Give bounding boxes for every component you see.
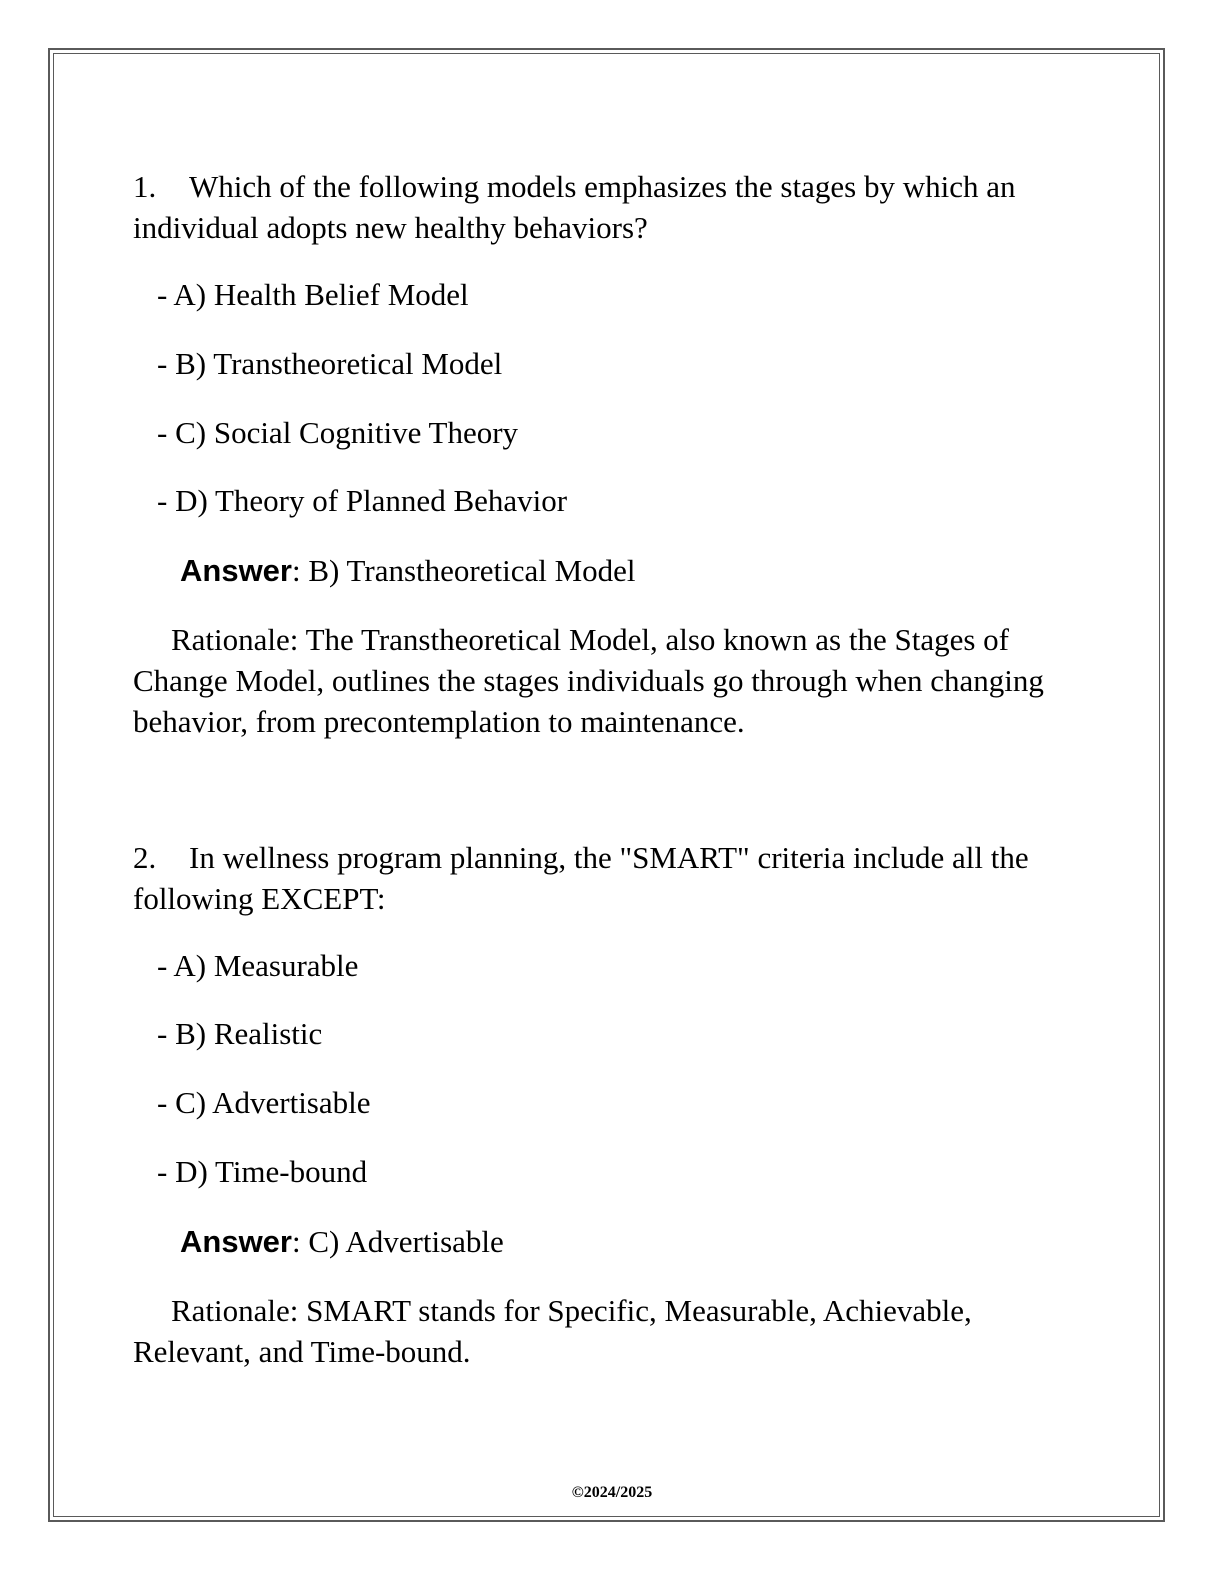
question-2-option-b: - B) Realistic bbox=[157, 1016, 323, 1051]
question-1-answer bbox=[180, 550, 636, 591]
question-2-answer-label: Answer bbox=[180, 1224, 292, 1259]
question-2-number: 2. bbox=[133, 840, 157, 875]
question-1-answer-value: : B) Transtheoretical Model bbox=[291, 553, 636, 588]
question-1-number: 1. bbox=[133, 169, 157, 204]
question-2-option-d: - D) Time-bound bbox=[157, 1154, 368, 1189]
question-1-option-c: - C) Social Cognitive Theory bbox=[157, 415, 519, 450]
question-1-option-a: - A) Health Belief Model bbox=[157, 277, 469, 312]
question-2-text: In wellness program planning, the "SMART" criteria include all the following EXCEPT: bbox=[133, 840, 1029, 916]
question-1 bbox=[133, 166, 1093, 248]
question-2 bbox=[133, 837, 1093, 919]
question-1-rationale: Rationale: The Transtheoretical Model, also known as the Stages of Change Model, outlines the stages individuals go through when changing behavior, from precontemplation to maintenance. bbox=[133, 622, 1044, 739]
footer-copyright: ©2024/2025 bbox=[571, 1484, 653, 1501]
question-1-answer-label: Answer bbox=[180, 553, 292, 588]
question-2-rationale: Rationale: SMART stands for Specific, Measurable, Achievable, Relevant, and Time-bound. bbox=[133, 1293, 972, 1369]
question-2-answer bbox=[180, 1221, 504, 1262]
question-1-option-b: - B) Transtheoretical Model bbox=[157, 346, 503, 381]
question-2-option-c: - C) Advertisable bbox=[157, 1085, 371, 1120]
question-2-answer-value: : C) Advertisable bbox=[291, 1224, 504, 1259]
question-1-text: Which of the following models emphasizes the stages by which an individual adopts new healthy behaviors? bbox=[133, 169, 1016, 245]
question-1-option-d: - D) Theory of Planned Behavior bbox=[157, 483, 568, 518]
question-2-option-a: - A) Measurable bbox=[157, 948, 359, 983]
